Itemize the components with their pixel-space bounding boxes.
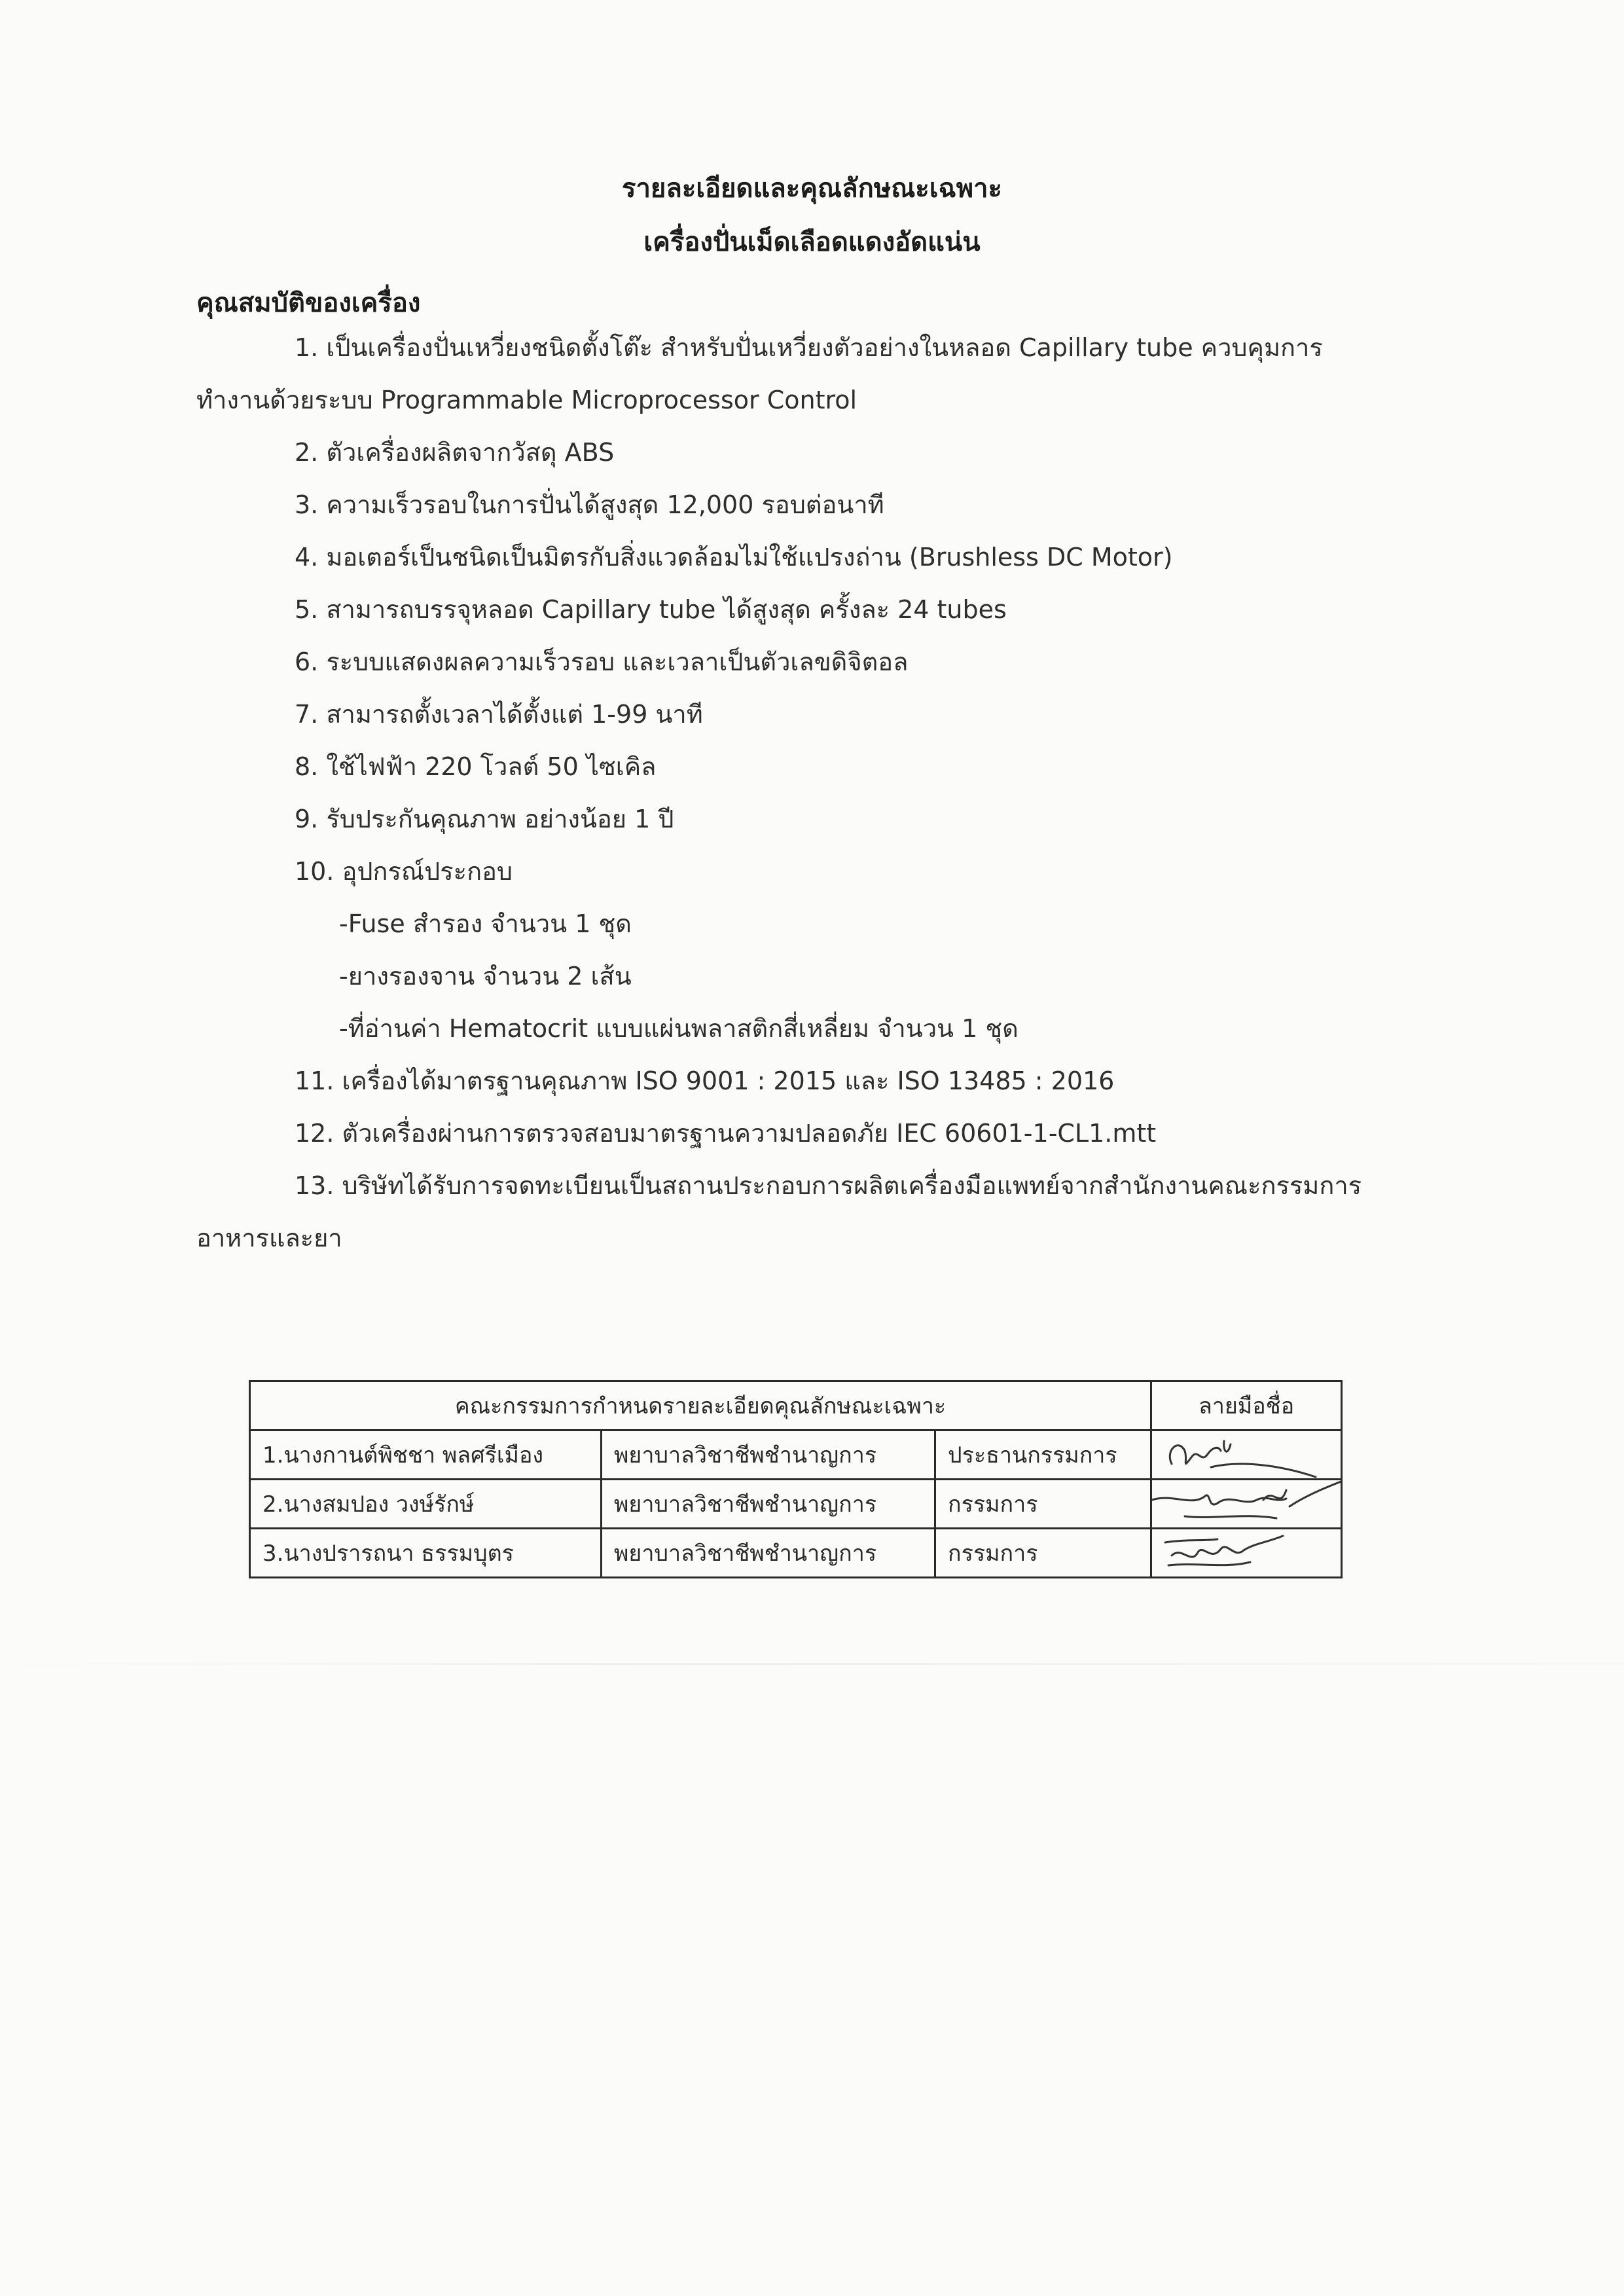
committee-row — [250, 1480, 1342, 1529]
member-name: 1.นางกานต์พิชชา พลศรีเมือง — [250, 1430, 602, 1480]
signature-cell — [1151, 1480, 1342, 1529]
member-name: 2.นางสมปอง วงษ์รักษ์ — [250, 1480, 602, 1529]
spec-item-11: 11. เครื่องได้มาตรฐานคุณภาพ ISO 9001 : 2015 และ ISO 13485 : 2016 — [295, 1066, 1115, 1095]
document-title: รายละเอียดและคุณลักษณะเฉพาะ — [621, 173, 1003, 204]
signature-cell — [1151, 1529, 1342, 1578]
member-position: พยาบาลวิชาชีพชำนาญการ — [602, 1480, 935, 1529]
spec-item-1-continuation: ทำงานด้วยระบบ Programmable Microprocessor Control — [196, 386, 857, 414]
spec-item-9: 9. รับประกันคุณภาพ อย่างน้อย 1 ปี — [295, 805, 674, 833]
spec-item-13: 13. บริษัทได้รับการจดทะเบียนเป็นสถานประกอบการผลิตเครื่องมือแพทย์จากสำนักงานคณะกรรมการ — [295, 1171, 1362, 1200]
spec-item-10-accessory-reader: -ที่อ่านค่า Hematocrit แบบแผ่นพลาสติกสี่เหลี่ยม จำนวน 1 ชุด — [339, 1014, 1019, 1043]
committee-header-row — [250, 1381, 1342, 1430]
spec-item-10-accessory-rubber: -ยางรองจาน จำนวน 2 เส้น — [339, 962, 632, 991]
committee-row — [250, 1430, 1342, 1480]
paper-crease — [0, 1663, 1624, 1665]
document-subtitle: เครื่องปั่นเม็ดเลือดแดงอัดแน่น — [643, 227, 981, 257]
signature-image — [1151, 1529, 1342, 1576]
signature-image — [1151, 1431, 1342, 1478]
spec-item-10: 10. อุปกรณ์ประกอบ — [295, 857, 513, 886]
committee-row — [250, 1529, 1342, 1578]
signature-image — [1151, 1480, 1342, 1527]
spec-item-6: 6. ระบบแสดงผลความเร็วรอบ และเวลาเป็นตัวเลขดิจิตอล — [295, 647, 909, 676]
signature-header: ลายมือชื่อ — [1151, 1381, 1342, 1430]
member-role: กรรมการ — [935, 1480, 1151, 1529]
spec-item-12: 12. ตัวเครื่องผ่านการตรวจสอบมาตรฐานความปลอดภัย IEC 60601-1-CL1.mtt — [295, 1119, 1157, 1148]
committee-table — [249, 1380, 1343, 1578]
signature-cell — [1151, 1430, 1342, 1480]
member-role: กรรมการ — [935, 1529, 1151, 1578]
member-role: ประธานกรรมการ — [935, 1430, 1151, 1480]
spec-item-3: 3. ความเร็วรอบในการปั่นได้สูงสุด 12,000 รอบต่อนาที — [295, 490, 884, 519]
spec-item-4: 4. มอเตอร์เป็นชนิดเป็นมิตรกับสิ่งแวดล้อมไม่ใช้แปรงถ่าน (Brushless DC Motor) — [295, 543, 1173, 572]
spec-item-1: 1. เป็นเครื่องปั่นเหวี่ยงชนิดตั้งโต๊ะ สำหรับปั่นเหวี่ยงตัวอย่างในหลอด Capillary tube ควบคุมการ — [295, 333, 1323, 362]
member-position: พยาบาลวิชาชีพชำนาญการ — [602, 1529, 935, 1578]
spec-item-8: 8. ใช้ไฟฟ้า 220 โวลต์ 50 ไซเคิล — [295, 752, 657, 781]
member-position: พยาบาลวิชาชีพชำนาญการ — [602, 1430, 935, 1480]
section-heading: คุณสมบัติของเครื่อง — [196, 288, 421, 318]
spec-item-7: 7. สามารถตั้งเวลาได้ตั้งแต่ 1-99 นาที — [295, 700, 703, 729]
spec-item-5: 5. สามารถบรรจุหลอด Capillary tube ได้สูงสุด ครั้งละ 24 tubes — [295, 595, 1007, 624]
spec-item-10-accessory-fuse: -Fuse สำรอง จำนวน 1 ชุด — [339, 909, 632, 938]
committee-header: คณะกรรมการกำหนดรายละเอียดคุณลักษณะเฉพาะ — [250, 1381, 1151, 1430]
spec-item-13-continuation: อาหารและยา — [196, 1224, 342, 1252]
spec-item-2: 2. ตัวเครื่องผลิตจากวัสดุ ABS — [295, 438, 615, 467]
member-name: 3.นางปรารถนา ธรรมบุตร — [250, 1529, 602, 1578]
